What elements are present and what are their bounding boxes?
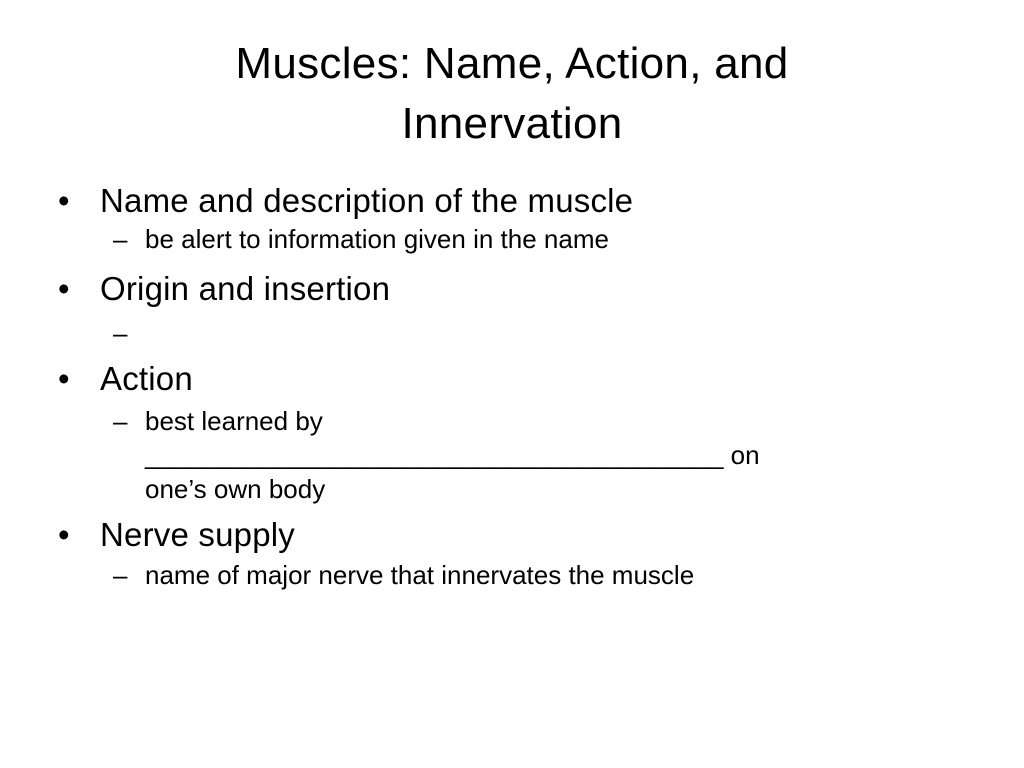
title-line-1: Muscles: Name, Action, and <box>235 39 789 88</box>
bullet-label: Action <box>100 360 193 397</box>
bullet-list <box>58 180 978 592</box>
bullet-label: Name and description of the muscle <box>100 182 634 219</box>
bullet-label: Origin and insertion <box>100 270 391 307</box>
dash-icon: – <box>113 318 128 348</box>
bullet-icon: • <box>58 516 70 553</box>
sub-item-text-line-3: one’s own body <box>145 474 326 504</box>
sub-item-text: be alert to information given in the name <box>145 224 609 254</box>
fill-in-blank: ________________________________________ on <box>145 440 760 470</box>
sub-item-text-line-1: best learned by <box>145 406 323 436</box>
bullet-icon: • <box>58 360 70 397</box>
sub-item-action <box>58 404 978 506</box>
bullet-item-action <box>58 358 978 400</box>
bullet-item-origin <box>58 268 978 310</box>
bullet-icon: • <box>58 182 70 219</box>
dash-icon: – <box>113 224 128 254</box>
dash-icon: – <box>113 406 128 436</box>
dash-icon: – <box>113 560 128 590</box>
sub-item <box>58 558 978 592</box>
sub-item <box>58 222 978 256</box>
title-line-2: Innervation <box>401 99 623 148</box>
bullet-label: Nerve supply <box>100 516 295 553</box>
bullet-item-nerve <box>58 514 978 556</box>
bullet-item-name <box>58 180 978 222</box>
slide-title <box>60 34 964 154</box>
bullet-icon: • <box>58 270 70 307</box>
sub-item-text: name of major nerve that innervates the muscle <box>145 560 695 590</box>
